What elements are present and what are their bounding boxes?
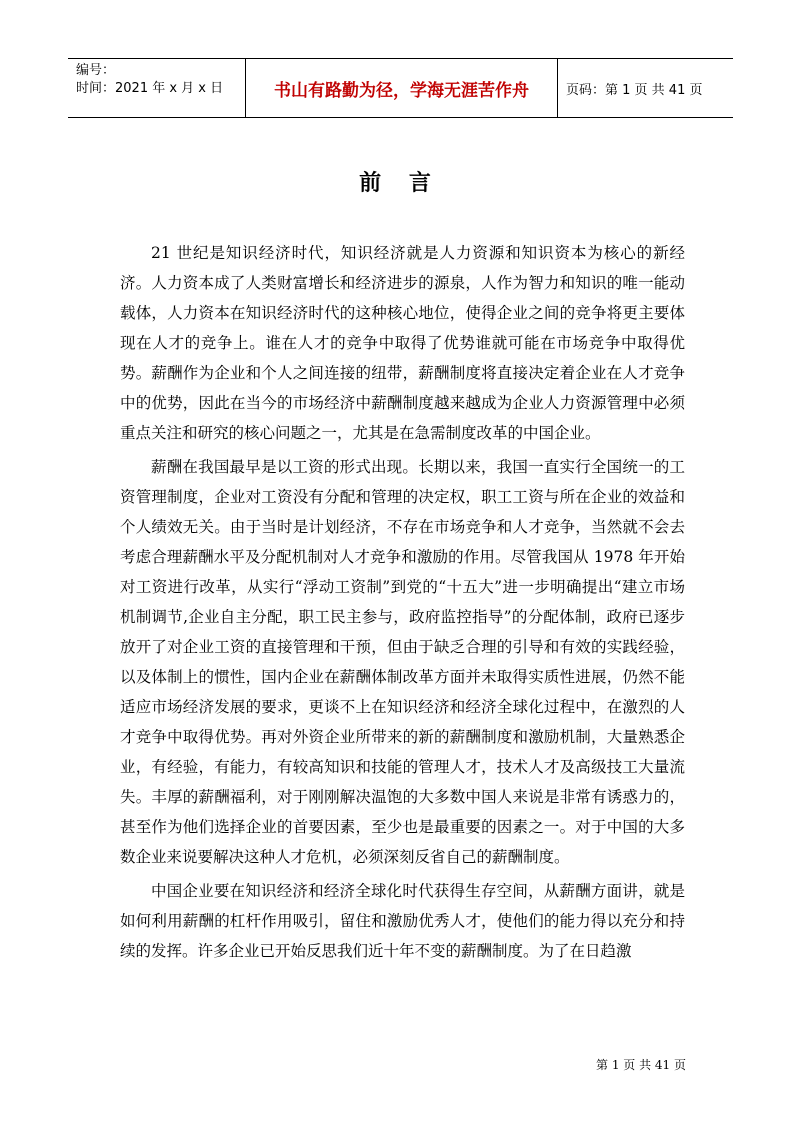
number-label: 编号： — [76, 63, 116, 78]
paragraph: 21 世纪是知识经济时代，知识经济就是人力资源和知识资本为核心的新经济。人力资本成了人类财富增长和经济进步的源泉，人作为智力和知识的唯一能动载体，人力资本在知识经济时代的这种核心地位，使得企业之间的竞争将更主要体现在人才的竞争上。谁在人才的竞争中取得了优势谁就可能在市场竞争中取得优势。薪酬作为企业和个人之间连接的纽带，薪酬制度将直接决定着企业在人才竞争中的优势，因此在当今的市场经济中薪酬制度越来越成为企业人力资源管理中必须重点关注和研究的核心问题之一，尤其是在急需制度改革的中国企业。 — [120, 244, 685, 442]
paragraph: 薪酬在我国最早是以工资的形式出现。长期以来，我国一直实行全国统一的工资管理制度，企业对工资没有分配和管理的决定权，职工工资与所在企业的效益和个人绩效无关。由于当时是计划经济，不存在市场竞争和人才竞争，当然就不会去考虑合理薪酬水平及分配机制对人才竞争和激励的作用。尽管我国从 1978 年开始对工资进行改革，从实行“浮动工资制”到党的“十五大”进一步明确提出“建立市场机制调节,企业自主分配，职工民主参与，政府监控指导”的分配体制，政府已逐步放开了对企业工资的直接管理和干预，但由于缺乏合理的引导和有效的实践经验，以及体制上的惯性，国内企业在薪酬体制改革方面并未取得实质性进展，仍然不能适应市场经济发展的要求，更谈不上在知识经济和经济全球化过程中，在激烈的人才竞争中取得优势。再对外资企业所带来的新的薪酬制度和激励机制，大量熟悉企业，有经验，有能力，有较高知识和技能的管理人才，技术人才及高级技工大量流失。丰厚的薪酬福利，对于刚刚解决温饱的大多数中国人来说是非常有诱惑力的，甚至作为他们选择企业的首要因素，至少也是最重要的因素之一。对于中国的大多数企业来说要解决这种人才危机，必须深刻反省自己的薪酬制度。 — [120, 458, 685, 866]
document-body — [120, 238, 685, 970]
header-page-info: 页码：第 1 页 共 41 页 — [566, 82, 703, 98]
page-footer: 第 1 页 共 41 页 — [596, 1058, 686, 1072]
header-motto: 书山有路勤为径，学海无涯苦作舟 — [246, 59, 558, 117]
header-meta — [68, 59, 246, 117]
paragraph: 中国企业要在知识经济和经济全球化时代获得生存空间，从薪酬方面讲，就是如何利用薪酬的杠杆作用吸引，留住和激励优秀人才，使他们的能力得以充分和持续的发挥。许多企业已开始反思我们近十年不变的薪酬制度。为了在日趋激 — [120, 882, 685, 960]
time-label: 时间：2021 年 x 月 x 日 — [76, 81, 224, 96]
document-header — [68, 58, 733, 118]
page-title: 前 言 — [359, 170, 441, 196]
